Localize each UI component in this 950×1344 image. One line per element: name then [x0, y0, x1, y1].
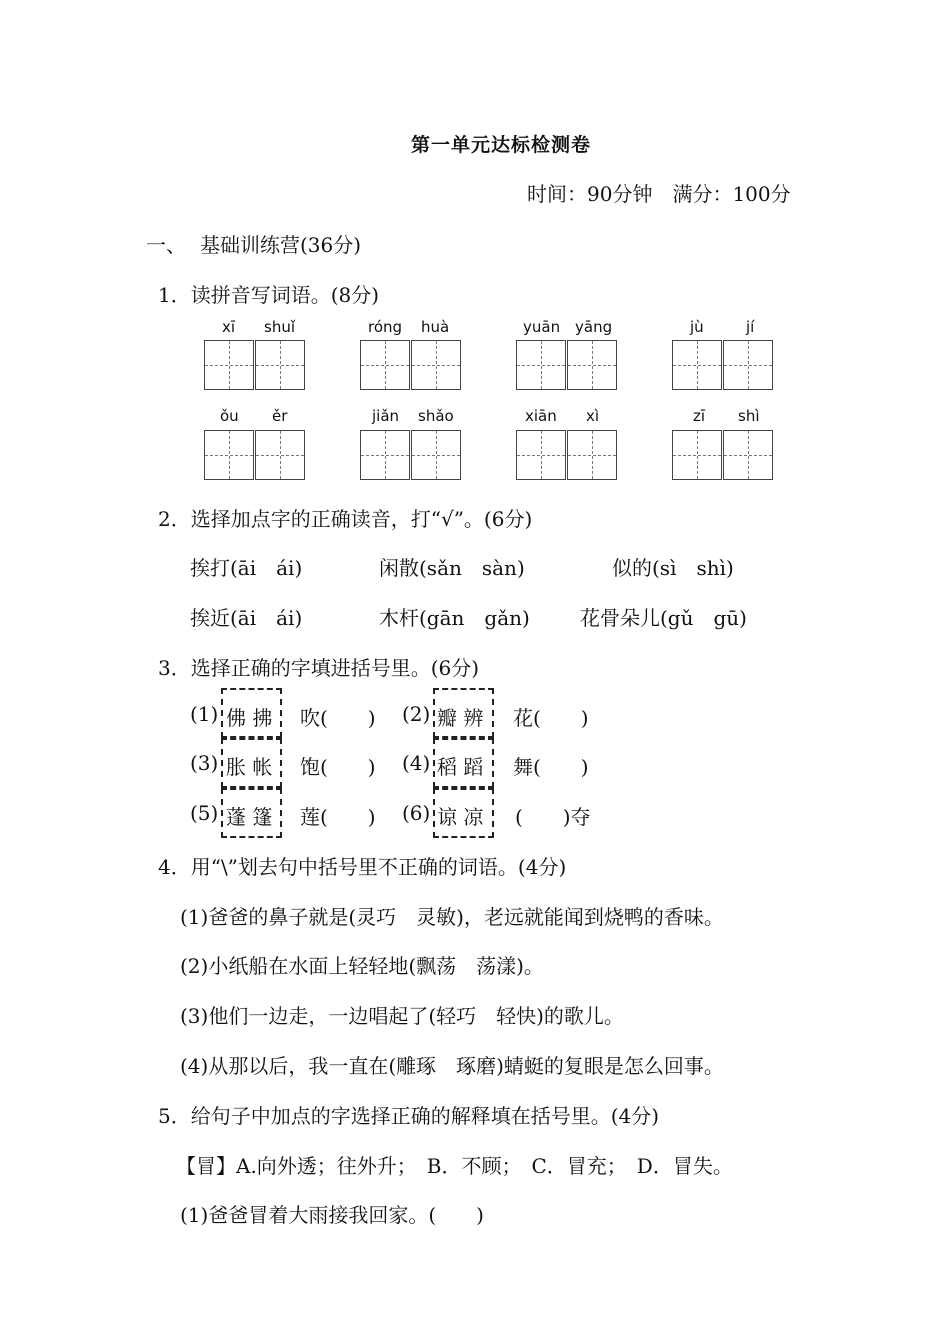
item-number: (4): [402, 751, 431, 775]
fill-blank[interactable]: ( )夺: [515, 805, 591, 829]
writing-box[interactable]: [360, 430, 410, 480]
q4-item: (3)他们一边走，一边唱起了(轻巧 轻快)的歌儿。: [180, 1004, 624, 1028]
fill-blank[interactable]: 舞( ): [513, 755, 589, 779]
q4-stem: 4．用“\”划去句中括号里不正确的词语。(4分): [158, 855, 567, 879]
q4-item: (2)小纸船在水面上轻轻地(飘荡 荡漾)。: [180, 954, 544, 978]
item-number: (1): [190, 702, 219, 726]
pinyin-syllable: xī: [222, 318, 236, 336]
q2-item: 挨近(āi ái): [190, 606, 303, 630]
q5-stem: 5．给句子中加点的字选择正确的解释填在括号里。(4分): [158, 1104, 660, 1128]
char-options: 瓣 辨: [437, 706, 484, 730]
pinyin-syllable: xiān: [525, 407, 557, 425]
pinyin-syllable: jù: [690, 318, 704, 336]
q2-item: 闲散(sǎn sàn): [379, 556, 525, 580]
item-number: (3): [190, 751, 219, 775]
char-options: 稻 蹈: [437, 755, 484, 779]
q2-stem: 2．选择加点字的正确读音，打“√”。(6分): [158, 507, 533, 531]
q1-stem: 1．读拼音写词语。(8分): [158, 283, 380, 307]
pinyin-syllable: jiǎn: [372, 407, 400, 425]
writing-box[interactable]: [567, 430, 617, 480]
fill-blank[interactable]: 吹( ): [300, 706, 376, 730]
char-options: 蓬 篷: [226, 805, 273, 829]
item-number: (5): [190, 801, 219, 825]
writing-box[interactable]: [567, 340, 617, 390]
q2-item: 木杆(gān gǎn): [379, 606, 530, 630]
writing-box[interactable]: [672, 430, 722, 480]
time-score-info: 时间：90分钟 满分：100分: [527, 182, 791, 206]
q2-item: 挨打(āi ái): [190, 556, 303, 580]
pinyin-syllable: zī: [693, 407, 706, 425]
writing-box[interactable]: [516, 340, 566, 390]
writing-box[interactable]: [204, 340, 254, 390]
writing-box[interactable]: [516, 430, 566, 480]
section-number: 一、: [146, 233, 186, 257]
fill-blank[interactable]: 饱( ): [300, 755, 376, 779]
writing-box[interactable]: [255, 430, 305, 480]
q2-item: 似的(sì shì): [612, 556, 734, 580]
writing-box[interactable]: [360, 340, 410, 390]
item-number: (6): [402, 801, 431, 825]
q4-item: (1)爸爸的鼻子就是(灵巧 灵敏)，老远就能闻到烧鸭的香味。: [180, 905, 724, 929]
pinyin-syllable: róng: [368, 318, 403, 336]
q4-item: (4)从那以后，我一直在(雕琢 琢磨)蜻蜓的复眼是怎么回事。: [180, 1054, 724, 1078]
pinyin-syllable: shǎo: [418, 407, 454, 425]
writing-box[interactable]: [204, 430, 254, 480]
section-title: 基础训练营(36分): [200, 233, 362, 257]
pinyin-syllable: yuān: [523, 318, 561, 336]
q5-item: (1)爸爸冒着大雨接我回家。( ): [180, 1203, 484, 1227]
writing-box[interactable]: [723, 430, 773, 480]
char-options: 谅 凉: [437, 805, 484, 829]
pinyin-syllable: ǒu: [220, 407, 239, 425]
fill-blank[interactable]: 莲( ): [300, 805, 376, 829]
item-number: (2): [402, 702, 431, 726]
q2-item: 花骨朵儿(gǔ gū): [580, 606, 747, 630]
q3-stem: 3．选择正确的字填进括号里。(6分): [158, 656, 480, 680]
q5-definition: 【冒】A.向外透；往外升； B．不顾； C．冒充； D．冒失。: [176, 1154, 733, 1178]
writing-box[interactable]: [723, 340, 773, 390]
pinyin-syllable: xì: [586, 407, 600, 425]
char-options: 佛 拂: [226, 706, 273, 730]
writing-box[interactable]: [255, 340, 305, 390]
pinyin-syllable: shuǐ: [264, 318, 295, 336]
writing-box[interactable]: [411, 340, 461, 390]
char-options: 胀 帐: [226, 755, 273, 779]
writing-box[interactable]: [672, 340, 722, 390]
writing-box[interactable]: [411, 430, 461, 480]
page-title: 第一单元达标检测卷: [410, 134, 591, 156]
pinyin-syllable: ěr: [272, 407, 288, 425]
pinyin-syllable: shì: [738, 407, 760, 425]
fill-blank[interactable]: 花( ): [513, 706, 589, 730]
pinyin-syllable: yāng: [575, 318, 613, 336]
pinyin-syllable: jí: [746, 318, 755, 336]
pinyin-syllable: huà: [421, 318, 450, 336]
